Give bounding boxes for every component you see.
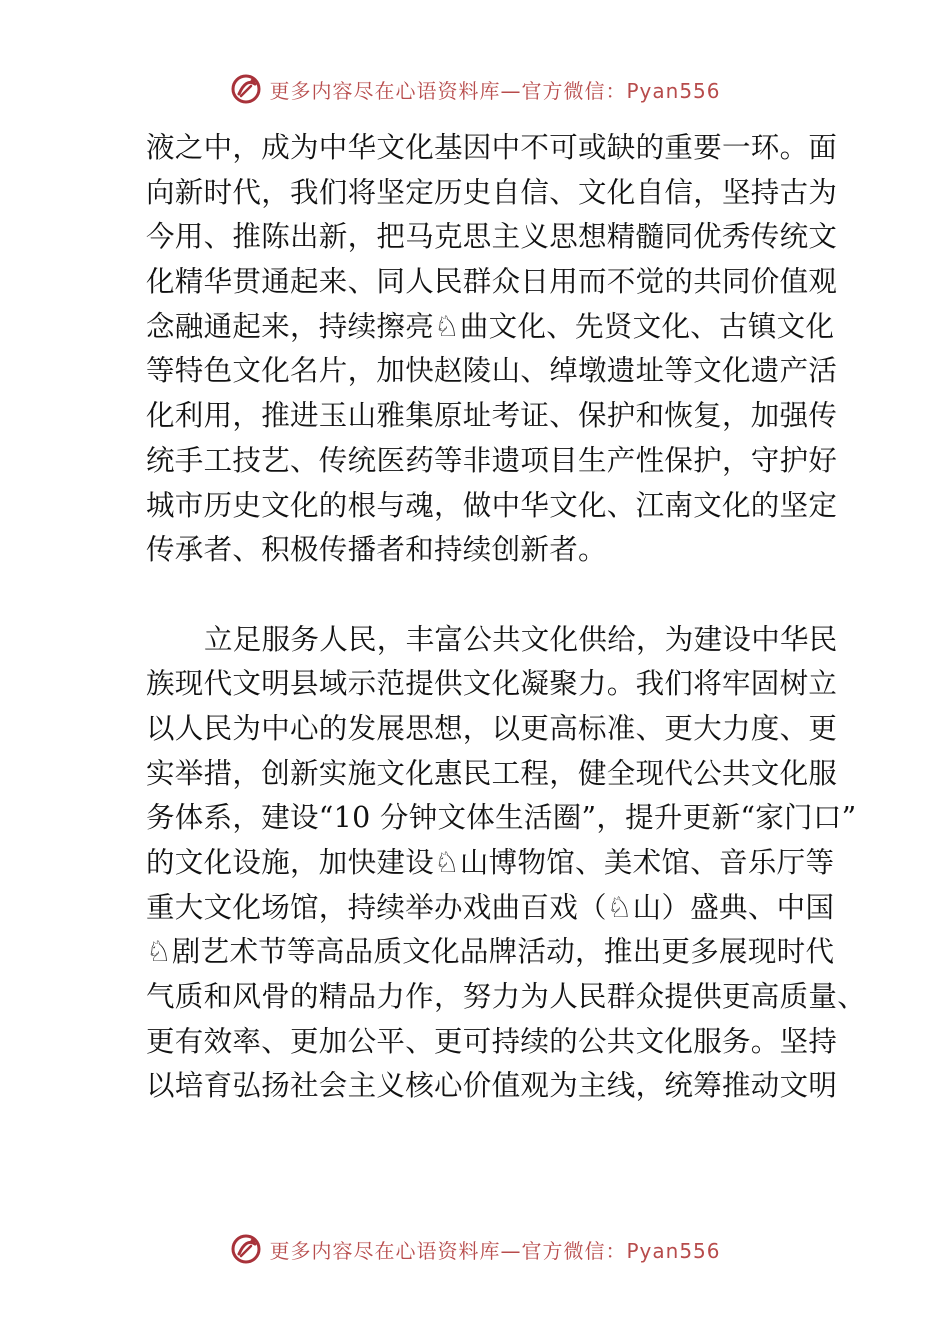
footer-banner <box>0 1232 950 1266</box>
footer-separator: — <box>500 1238 522 1263</box>
paragraph-line: 等特色文化名片，加快赵陵山、绰墩遗址等文化遗产活 <box>146 354 838 388</box>
paragraph-line: 以人民为中心的发展思想，以更高标准、更大力度、更 <box>146 711 838 745</box>
header-separator: — <box>500 78 522 103</box>
footer-banner-content <box>229 1232 720 1266</box>
paragraph-line: 今用、推陈出新，把马克思主义思想精髓同优秀传统文 <box>146 220 838 254</box>
paragraph-line: ♘剧艺术节等高品质文化品牌活动，推出更多展现时代 <box>146 935 835 969</box>
header-wechat-label: 官方微信： <box>521 78 627 103</box>
site-logo-icon <box>229 1232 263 1266</box>
paragraph-line: 更有效率、更加公平、更可持续的公共文化服务。坚持 <box>146 1024 838 1058</box>
footer-banner-text <box>269 1235 720 1264</box>
paragraph-line: 实举措，创新实施文化惠民工程，健全现代公共文化服 <box>146 756 838 790</box>
paragraph-line: 城市历史文化的根与魂，做中华文化、江南文化的坚定 <box>146 488 838 522</box>
paragraph-line: 统手工技艺、传统医药等非遗项目生产性保护，守护好 <box>146 443 838 477</box>
paragraph-line: 气质和风骨的精品力作，努力为人民群众提供更高质量、 <box>146 980 867 1014</box>
paragraph-line: 向新时代，我们将坚定历史自信、文化自信，坚持古为 <box>146 175 838 209</box>
paragraph-line: 务体系，建设“10 分钟文体生活圈”，提升更新“家门口” <box>146 801 857 835</box>
header-banner <box>0 72 950 106</box>
paragraph-line: 传承者、积极传播者和持续创新者。 <box>146 533 607 567</box>
paragraph-line: 液之中，成为中华文化基因中不可或缺的重要一环。面 <box>146 131 838 164</box>
footer-wechat-id: Pyan556 <box>626 1238 721 1263</box>
paragraph-line: 化利用，推进玉山雅集原址考证、保护和恢复，加强传 <box>146 399 838 433</box>
paragraph-line: 化精华贯通起来、同人民群众日用而不觉的共同价值观 <box>146 265 838 299</box>
header-banner-text <box>269 75 720 104</box>
paragraph-line: 立足服务人民，丰富公共文化供给，为建设中华民 <box>204 622 838 656</box>
paragraph-2 <box>146 618 867 1110</box>
paragraph-spacer <box>146 573 816 618</box>
document-body <box>146 126 867 1109</box>
paragraph-line: 以培育弘扬社会主义核心价值观为主线，统筹推动文明 <box>146 1069 838 1103</box>
footer-site-name: 更多内容尽在心语资料库 <box>269 1238 501 1263</box>
site-logo-icon <box>229 72 263 106</box>
header-banner-content <box>229 72 720 106</box>
paragraph-line: 的文化设施，加快建设♘山博物馆、美术馆、音乐厅等 <box>146 846 835 879</box>
footer-wechat-label: 官方微信： <box>521 1238 627 1263</box>
header-site-name: 更多内容尽在心语资料库 <box>269 78 501 103</box>
header-wechat-id: Pyan556 <box>626 78 721 103</box>
paragraph-line: 念融通起来，持续擦亮♘曲文化、先贤文化、古镇文化 <box>146 309 835 343</box>
paragraph-1 <box>146 126 838 573</box>
paragraph-line: 重大文化场馆，持续举办戏曲百戏（♘山）盛典、中国 <box>146 890 835 924</box>
paragraph-line: 族现代文明县域示范提供文化凝聚力。我们将牢固树立 <box>146 667 838 701</box>
